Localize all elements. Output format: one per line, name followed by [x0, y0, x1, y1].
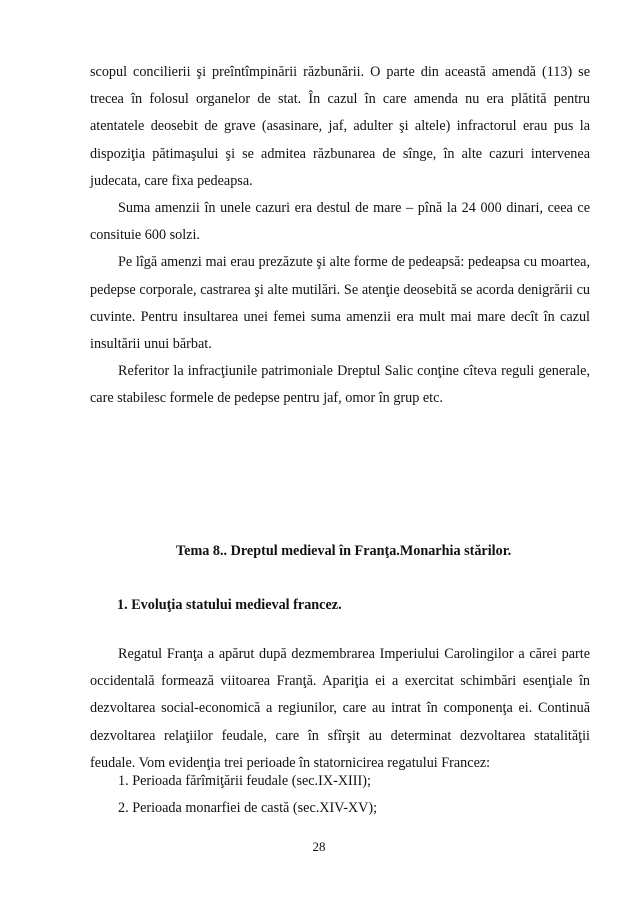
- paragraph-property-offenses: Referitor la infracţiunile patrimoniale Dreptul Salic conţine cîteva reguli generale, care stabilesc formele de pedepse pentru jaf, omor în grup etc.: [90, 363, 590, 407]
- paragraph-fine-amount: Suma amenzii în unele cazuri era destul de mare – pînă la 24 000 dinari, ceea ce consituie 600 solzi.: [90, 200, 590, 244]
- period-list: [118, 768, 588, 822]
- list-item: 2. Perioada monarfiei de castă (sec.XIV-XV);: [118, 800, 378, 817]
- page-number: 28: [312, 839, 326, 854]
- section-heading: 1. Evoluţia statului medieval francez.: [117, 597, 342, 613]
- paragraph-kingdom-origin: Regatul Franţa a apărut după dezmembrarea Imperiului Carolingilor a cărei parte occidentală formează viitoarea Franţă. Apariţia ei a exercitat schimbări esenţiale în dezvoltarea social-economică a regiunilor, care au intrat în componenţa ei. Continuă dezvoltarea relaţiilor feudale, care în sfîrşit au determinat dezvoltarea statalităţii feudale. Vom evidenţia trei perioade în statornicirea regatului Francez:: [90, 646, 590, 771]
- paragraph-continuation: scopul concilierii şi preîntîmpinării răzbunării. O parte din această amendă (113) se trecea în folosul organelor de stat. În cazul în care amenda nu era plătită pentru atentatele deosebit de grave (asasinare, jaf, adulter şi altele) infractorul erau pus la dispoziţia pătimaşului şi se admitea răzbunarea de sînge, în alte cazuri intervenea judecata, care fixa pedeapsa.: [90, 64, 590, 189]
- paragraph-punishments: Pe lîgă amenzi mai erau prezăzute şi alte forme de pedeapsă: pedeapsa cu moartea, pedepse corporale, castrarea şi alte mutilări. Se atenţie deosebită se acorda denigrării cu cuvinte. Pentru insultarea unei femei suma amenzii era mult mai mare decît în cazul insultării unui bărbat.: [90, 254, 590, 353]
- list-item: 1. Perioada fărîmiţării feudale (sec.IX-XIII);: [118, 773, 371, 789]
- body-text-top: [90, 59, 590, 413]
- chapter-heading: Tema 8.. Dreptul medieval în Franţa.Monarhia stărilor.: [176, 543, 512, 559]
- body-text-bottom: [90, 641, 590, 777]
